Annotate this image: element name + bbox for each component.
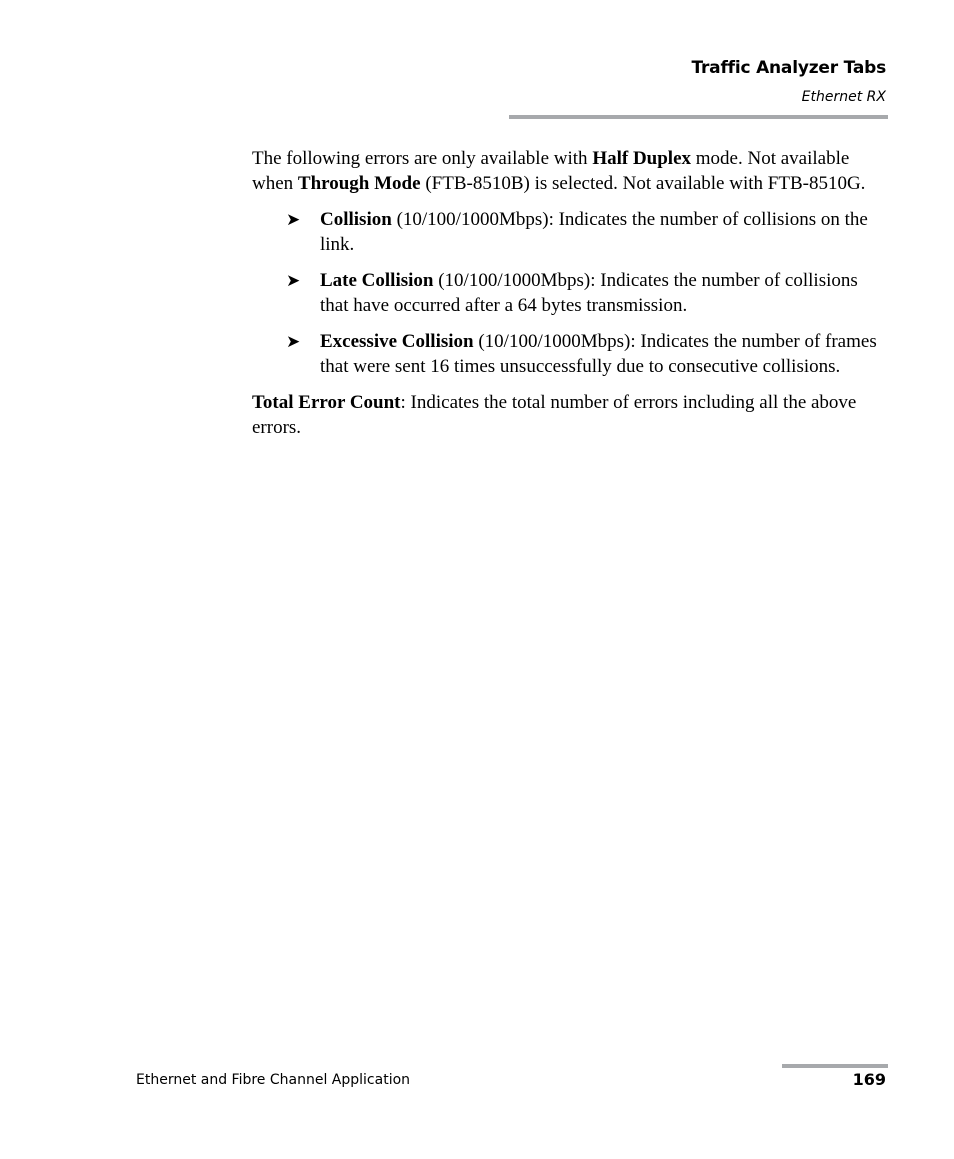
list-item-late-collision — [252, 268, 888, 318]
list-item-term: Collision — [320, 209, 392, 230]
header-rule — [509, 115, 888, 119]
arrow-bullet-icon: ➤ — [286, 210, 301, 230]
running-header — [691, 57, 886, 107]
intro-text-1: The following errors are only available with — [252, 148, 593, 169]
collision-error-list — [252, 207, 888, 379]
list-item-text: (10/100/1000Mbps): Indicates the number of frames that were sent 16 times unsuccessfully due to consecutive collisions. — [320, 331, 877, 377]
total-error-count-paragraph — [252, 390, 888, 440]
list-item-text: (10/100/1000Mbps): Indicates the number of collisions that have occurred after a 64 bytes transmission. — [320, 270, 858, 316]
total-error-count-text: : Indicates the total number of errors including all the above errors. — [252, 392, 857, 438]
intro-bold-through-mode: Through Mode — [297, 173, 421, 194]
footer-doc-title: Ethernet and Fibre Channel Application — [136, 1072, 411, 1088]
list-item-collision — [252, 207, 888, 257]
list-item-excessive-collision — [252, 329, 888, 379]
intro-text-2: mode. Not available when — [252, 148, 850, 194]
arrow-bullet-icon: ➤ — [286, 271, 301, 291]
footer-rule — [782, 1064, 888, 1068]
body-content — [252, 146, 888, 440]
header-title: Traffic Analyzer Tabs — [691, 58, 886, 78]
total-error-count-term: Total Error Count — [252, 392, 401, 413]
header-subtitle: Ethernet RX — [801, 89, 886, 105]
intro-paragraph — [252, 146, 888, 196]
list-item-term: Excessive Collision — [320, 331, 474, 352]
list-item-text: (10/100/1000Mbps): Indicates the number of collisions on the link. — [320, 209, 868, 255]
arrow-bullet-icon: ➤ — [286, 332, 301, 352]
intro-text-3: (FTB-8510B) is selected. Not available with FTB-8510G. — [420, 173, 866, 194]
page-number: 169 — [852, 1070, 886, 1089]
list-item-term: Late Collision — [320, 270, 434, 291]
intro-bold-half-duplex: Half Duplex — [592, 148, 692, 169]
